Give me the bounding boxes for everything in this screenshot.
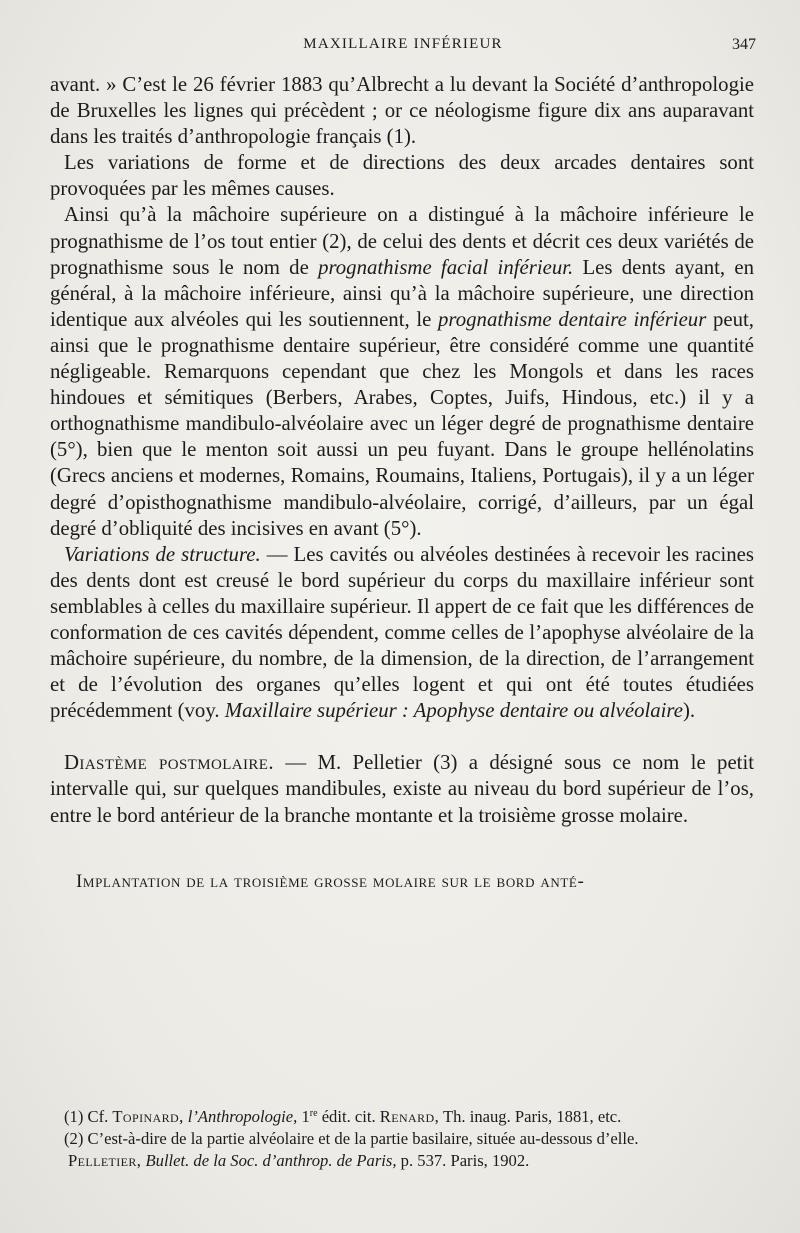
text-run: 1 (297, 1107, 310, 1126)
section-lead-italic: Variations de structure. (64, 542, 261, 566)
page-number: 347 (732, 36, 756, 53)
superscript: re (309, 1108, 318, 1119)
paragraph-implantation (50, 869, 754, 895)
paragraph-prognathisme (50, 202, 754, 541)
text-run: — Les cavités ou alvéoles destinées à recevoir les racines des dents dont est creusé le bord supérieur du corps du maxillaire inférieur sont semblables à celles du maxillaire supérieur. Il appert de ce fait que les différences de conformation de ces cavités dépendent, comme celles de l’apophyse alvéolaire de la mâchoire supérieure, du nombre, de la dimension, de la direction, de l’arrangement et de l’évolution des organes qu’elles logent et qui ont été toutes étudiées précédemment (voy. (50, 542, 755, 723)
text-run: Ainsi qu’à la mâchoire supérieure on a distingué à la mâchoire inférieure le prognathisme de l’os tout entier (2), de celui des dents et décrit ces deux variétés de prognathisme sous le nom de (50, 203, 754, 279)
text-run: ). (682, 699, 696, 723)
page-header (50, 36, 756, 58)
text-run: p. 537. Paris, 1902. (396, 1151, 530, 1171)
footnote-1 (50, 1106, 754, 1128)
text-run: Les dents ayant, en général, à la mâchoire inférieure, ainsi qu’à la mâchoire supérieure, une direction identique aux alvéoles qui les soutiennent, le (50, 255, 755, 331)
author-name: Renard, (379, 1107, 440, 1126)
running-title: MAXILLAIRE INFÉRIEUR (303, 36, 503, 52)
section-heading-smallcaps: Diastème postmolaire. (64, 751, 274, 775)
text-run: Th. inaug. Paris, 1881, etc. (439, 1107, 622, 1126)
paragraph-albrecht: avant. » C’est le 26 février 1883 qu’Albrecht a lu devant la Société d’anthropologie de Bruxelles les lignes qui précèdent ; or ce néologisme figure dix ans auparavant dans les traités d’anthropologie français (1). (50, 73, 754, 149)
paragraph-diasteme (50, 750, 754, 828)
footnotes (50, 1106, 754, 1173)
italic-reference: Maxillaire supérieur : Apophyse dentaire ou alvéolaire (224, 699, 683, 723)
italic-title: Bullet. de la Soc. d’anthrop. de Paris, (141, 1151, 397, 1171)
footnote-2: (2) C’est-à-dire de la partie alvéolaire et de la partie basilaire, située au-dessous d’elle. (64, 1129, 639, 1149)
paragraph-variations-structure (50, 542, 754, 725)
text-run: peut, ainsi que le prognathisme dentaire supérieur, être considéré comme une quantité négligeable. Remarquons cependant que chez les Mongols et dans les races hindoues et sémitiques (Berbers, Arabes, Coptes, Juifs, Hindous, etc.) il y a orthognathisme mandibulo-alvéolaire avec un léger degré de prognathisme dentaire (5°), bien que le menton soit aussi un peu fuyant. Dans le groupe hellénolatins (Grecs anciens et modernes, Romains, Roumains, Italiens, Portugais), il y a un léger degré d’opisthognathisme mandibulo-alvéolaire, corrigé, d’ailleurs, par un égal degré d’obliquité des incisives en avant (5°). (50, 307, 754, 540)
author-name: Pelletier, (68, 1151, 142, 1171)
text-run: édit. cit. (317, 1107, 380, 1126)
author-name: Topinard, (112, 1107, 184, 1126)
italic-term: prognathisme facial inférieur. (318, 255, 574, 279)
section-heading-smallcaps: Implantation de la troisième grosse molaire sur le bord anté- (76, 870, 585, 892)
paragraph-arcades: Les variations de forme et de directions des deux arcades dentaires sont provoquées par les mêmes causes. (50, 151, 754, 201)
text-run: (1) Cf. (64, 1107, 113, 1126)
main-text (50, 72, 754, 895)
footnote-3 (50, 1150, 754, 1172)
italic-title: l’Anthropologie, (183, 1107, 298, 1126)
text-run: — M. Pelletier (3) a désigné sous ce nom le petit intervalle qui, sur quelques mandibules, existe au niveau du bord supérieur de l’os, entre le bord antérieur de la branche montante et la troisième grosse molaire. (50, 751, 755, 827)
italic-term: prognathisme dentaire inférieur (438, 307, 707, 331)
